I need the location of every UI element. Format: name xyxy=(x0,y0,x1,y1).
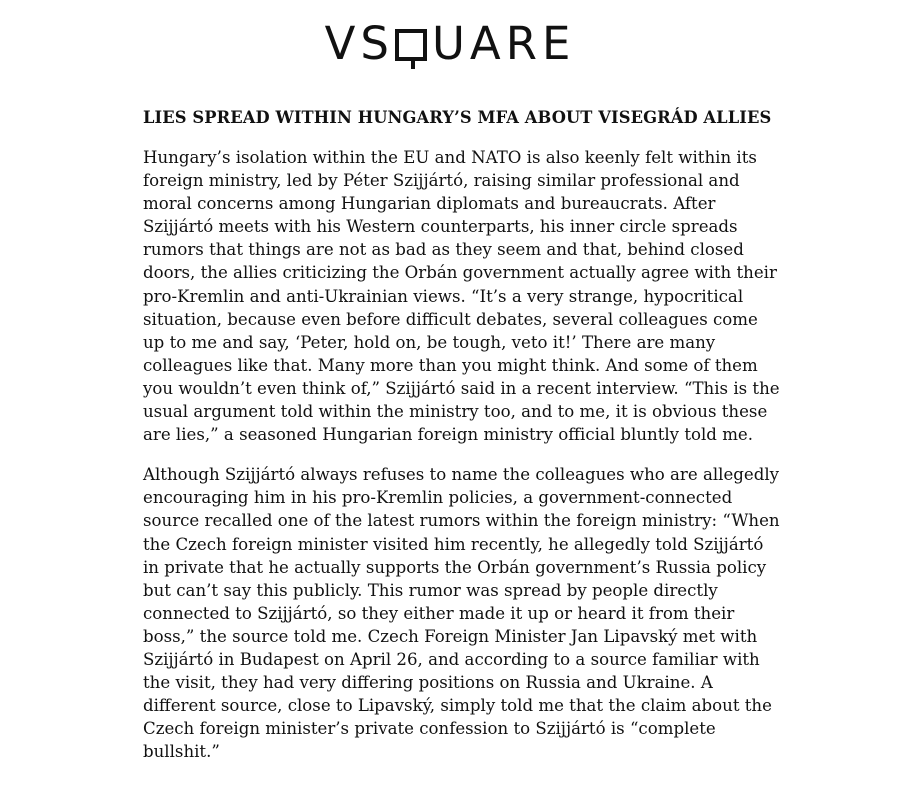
logo-square-icon xyxy=(395,29,427,61)
article-paragraph-2: Although Szijjártó always refuses to name the colleagues who are allegedly encouraging him in his pro-Kremlin policies, a government-connected source recalled one of the latest rumors within the foreign ministry: “When the Czech foreign minister visited him recently, he allegedly told Szijjártó in private that he actually supports the Orbán government’s Russia policy but can’t say this publicly. This rumor was spread by people directly connected to Szijjártó, so they either made it up or heard it from their boss,” the source told me. Czech Foreign Minister Jan Lipavský met with Szijjártó in Budapest on April 26, and according to a source familiar with the visit, they had very differing positions on Russia and Ukraine. A different source, close to Lipavský, simply told me that the claim about the Czech foreign minister’s private confession to Szijjártó is “complete bullshit.” xyxy=(143,465,780,762)
logo-prefix: VS xyxy=(324,17,394,70)
section-headline: LIES SPREAD WITHIN HUNGARY’S MFA ABOUT VISEGRÁD ALLIES xyxy=(143,108,772,127)
article-paragraph-1: Hungary’s isolation within the EU and NATO is also keenly felt within its foreign ministry, led by Péter Szijjártó, raising similar professional and moral concerns among Hungarian diplomats and bureaucrats. After Szijjártó meets with his Western counterparts, his inner circle spreads rumors that things are not as bad as they seem and that, behind closed doors, the allies criticizing the Orbán government actually agree with their pro-Kremlin and anti-Ukrainian views. “It’s a very strange, hypocritical situation, because even before difficult debates, several colleagues come up to me and say, ‘Peter, hold on, be tough, veto it!’ There are many colleagues like that. Many more than you might think. And some of them you wouldn’t even think of,” Szijjártó said in a recent interview. “This is the usual argument told within the ministry too, and to me, it is obvious these are lies,” a seasoned Hungarian foreign ministry official bluntly told me. xyxy=(143,148,780,445)
vsquare-logo[interactable] xyxy=(0,18,900,70)
logo-suffix: UARE xyxy=(431,17,576,70)
article-body xyxy=(143,106,783,780)
